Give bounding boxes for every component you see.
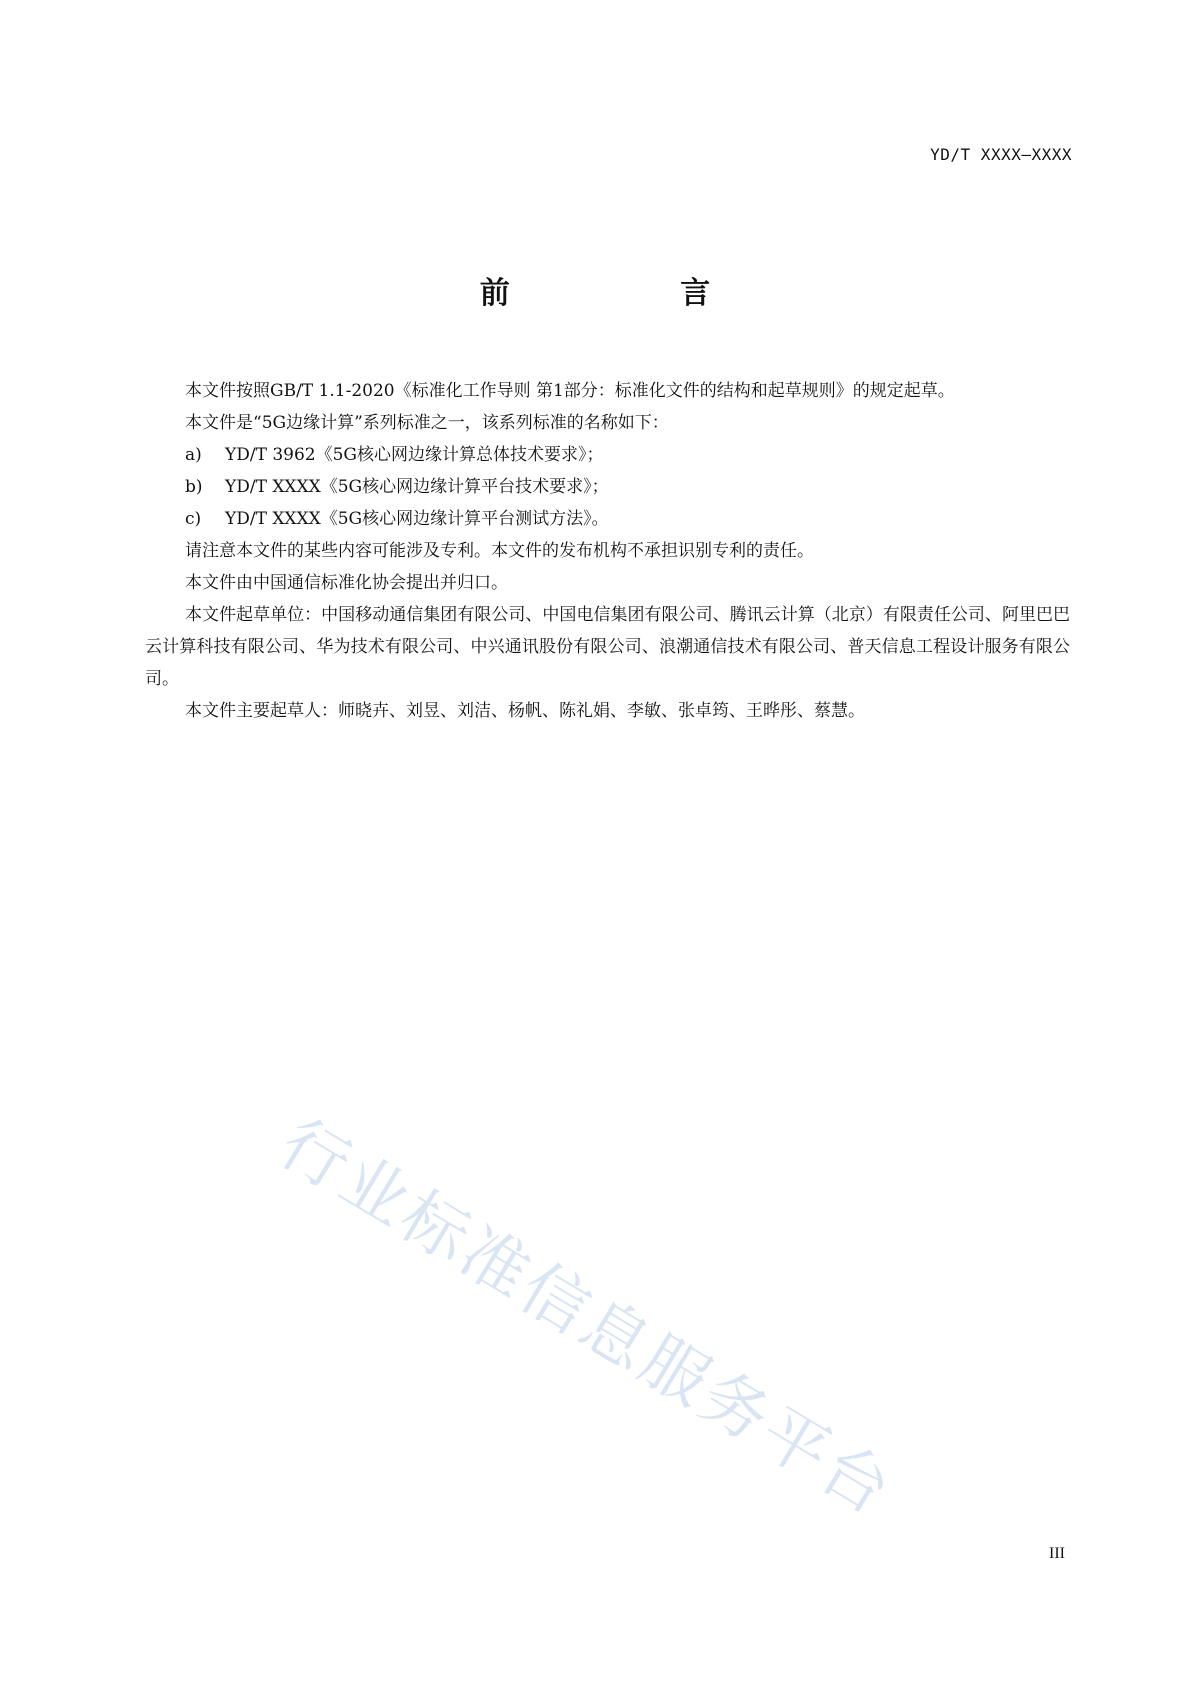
paragraph-proposer: 本文件由中国通信标准化协会提出并归口。 xyxy=(185,573,508,593)
list-marker: c) xyxy=(185,509,202,529)
paragraph-drafters: 本文件主要起草人：师晓卉、刘昱、刘洁、杨帆、陈礼娟、李敏、张卓筠、王晔彤、蔡慧。 xyxy=(185,701,865,721)
preface-body xyxy=(145,375,1070,727)
document-code: YD/T XXXX—XXXX xyxy=(930,145,1072,164)
paragraph-series-intro: 本文件是“5G边缘计算”系列标准之一，该系列标准的名称如下： xyxy=(185,413,669,433)
list-marker: a) xyxy=(185,445,202,465)
list-marker: b) xyxy=(185,477,203,497)
list-item-text: YD/T XXXX《5G核心网边缘计算平台测试方法》。 xyxy=(225,509,609,529)
paragraph-drafting-rules: 本文件按照GB/T 1.1-2020《标准化工作导则 第1部分：标准化文件的结构和起草规则》的规定起草。 xyxy=(185,381,955,401)
list-item xyxy=(145,471,1070,503)
page-number: III xyxy=(1049,1545,1065,1562)
list-item xyxy=(145,503,1070,535)
list-item xyxy=(145,439,1070,471)
list-item-text: YD/T 3962《5G核心网边缘计算总体技术要求》； xyxy=(225,445,604,465)
paragraph-patent-notice: 请注意本文件的某些内容可能涉及专利。本文件的发布机构不承担识别专利的责任。 xyxy=(185,541,814,561)
page-title: 前 言 xyxy=(479,276,791,311)
watermark: 行业标准信息服务平台 xyxy=(267,1104,907,1532)
paragraph-drafting-units: 本文件起草单位：中国移动通信集团有限公司、中国电信集团有限公司、腾讯云计算（北京）有限责任公司、阿里巴巴云计算科技有限公司、华为技术有限公司、中兴通讯股份有限公司、浪潮通信技术有限公司、普天信息工程设计服务有限公司。 xyxy=(145,605,1070,689)
list-item-text: YD/T XXXX《5G核心网边缘计算平台技术要求》； xyxy=(225,477,609,497)
